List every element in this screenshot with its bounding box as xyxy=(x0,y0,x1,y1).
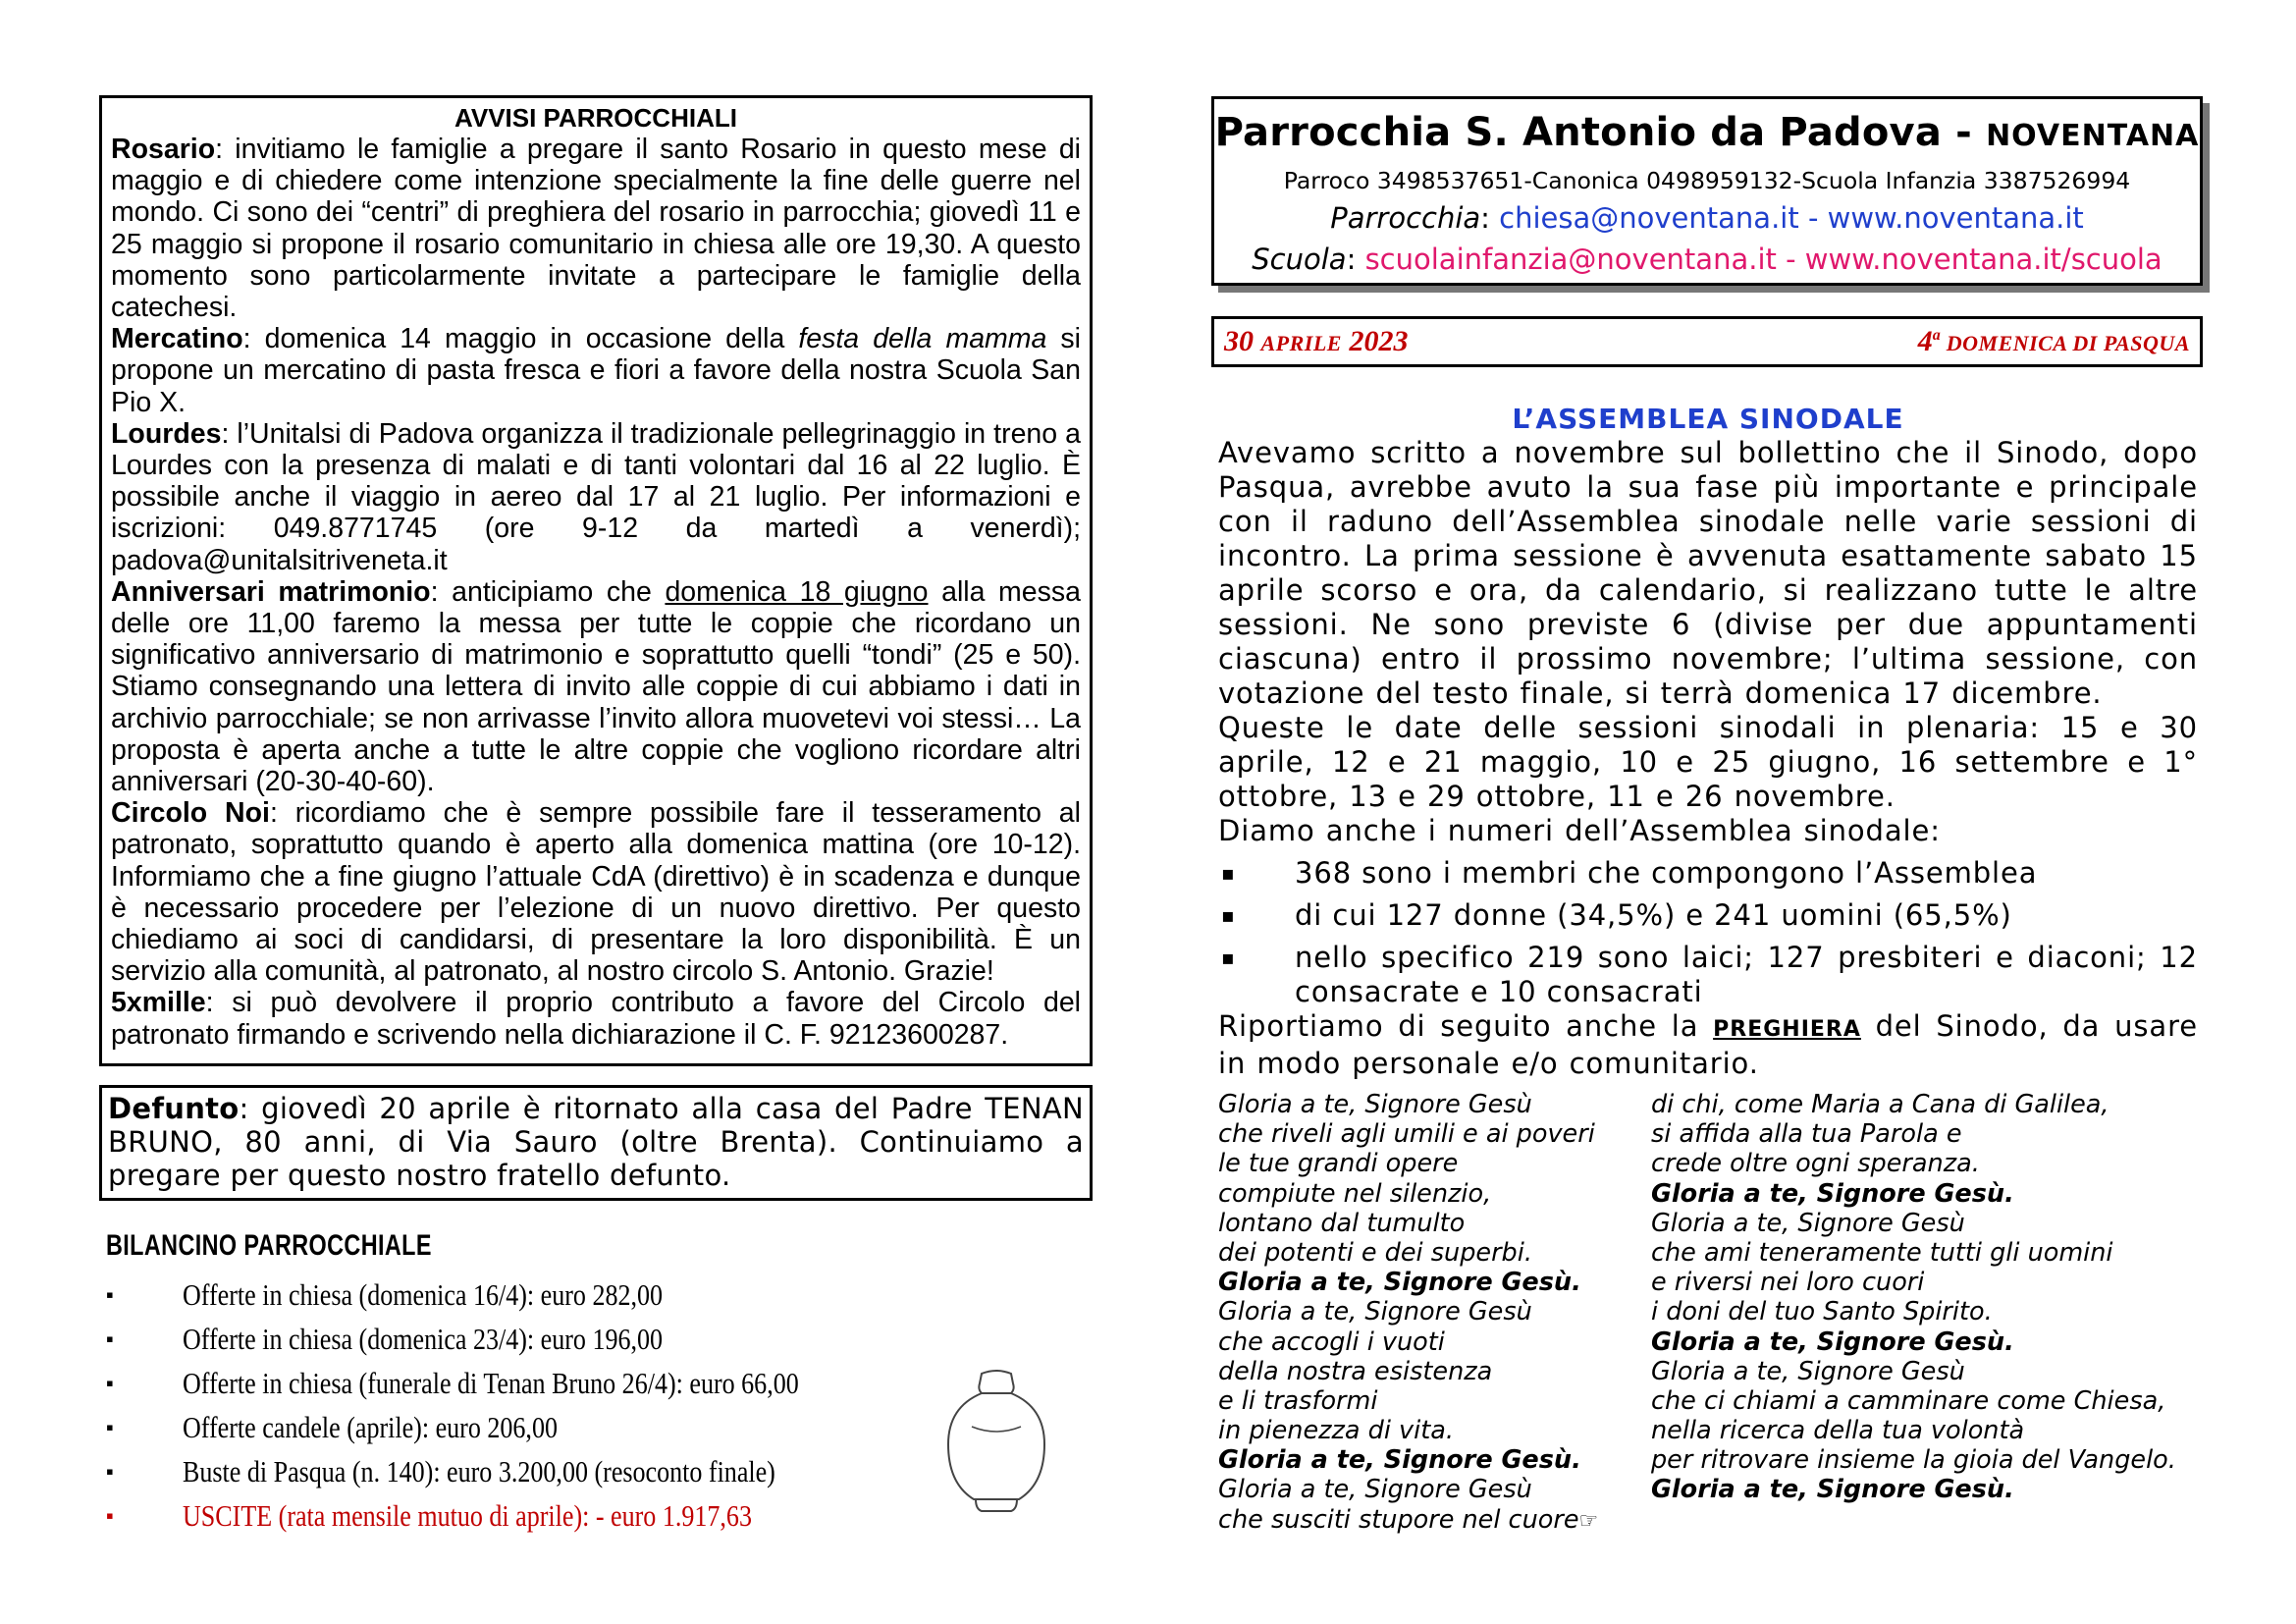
prayer-line: che ci chiami a camminare come Chiesa, xyxy=(1651,1385,2166,1416)
prayer-line: che ami teneramente tutti gli uomini xyxy=(1651,1237,2113,1268)
prayer-line: che accogli i vuoti xyxy=(1218,1326,1445,1357)
preghiera-keyword: PREGHIERA xyxy=(1713,1017,1861,1042)
contacts-line: Parroco 3498537651-Canonica 0498959132-Scuola Infanzia 3387526994 xyxy=(1283,167,2131,194)
prayer-line: crede oltre ogni speranza. xyxy=(1651,1149,1980,1179)
date-month: APRILE xyxy=(1260,331,1342,355)
bullet-icon: ▪ xyxy=(1221,903,1236,927)
prayer-line: che riveli agli umili e ai poveri xyxy=(1218,1119,1595,1150)
bullet-icon: ▪ xyxy=(106,1371,114,1395)
prayer-line: e riversi nei loro cuori xyxy=(1651,1268,1925,1298)
bilancino-title: BILANCINO PARROCCHIALE xyxy=(106,1229,432,1262)
parrocchia-line: Parrocchia: chiesa@noventana.it - www.noventana.it xyxy=(1330,201,2084,235)
prayer-line: compiute nel silenzio, xyxy=(1218,1178,1492,1209)
prayer-line: Gloria a te, Signore Gesù xyxy=(1651,1208,1965,1238)
avviso-label: Anniversari matrimonio xyxy=(111,575,431,608)
avviso-text: alla messa delle ore 11,00 faremo la messa per tutte le coppie che ricordano un significativo anniversario di matrimonio e soprattutto quelli “tondi” (25 e 50). Stiamo consegnando una lettera di invito alle coppie di cui abbiamo i dati in archivio parrocchiale; se non arrivasse l’invito allora muovetevi voi stessi… La proposta è aperta anche a tutte le altre coppie che vogliono ricordare altri anniversari (20-30-40-60). xyxy=(111,575,1082,798)
prayer-line: si affida alla tua Parola e xyxy=(1651,1119,1962,1150)
prayer-line: Gloria a te, Signore Gesù xyxy=(1218,1297,1532,1327)
avviso-label: Circolo Noi xyxy=(111,797,270,830)
avviso-5xmille xyxy=(111,987,1081,1050)
prayer-line: Gloria a te, Signore Gesù xyxy=(1218,1475,1532,1505)
issue-date xyxy=(1224,325,1408,358)
avviso-text: : domenica 14 maggio in occasione della xyxy=(242,323,799,355)
bilancino-item-text: Offerte in chiesa (funerale di Tenan Bruno 26/4): euro 66,00 xyxy=(183,1366,799,1400)
avviso-text: : l’Unitalsi di Padova organizza il tradizionale pellegrinaggio in treno a Lourdes con la presenza di malati e di tanti volontari dal 16 al 22 luglio. È possibile anche il viaggio in aereo dal 17 al 21 luglio. Per informazioni e iscrizioni: 049.8771745 (ore 9-12 da martedì a venerdì); padova@unitalsitriveneta.it xyxy=(111,417,1081,576)
prayer-line: le tue grandi opere xyxy=(1218,1149,1459,1179)
defunto-body: : giovedì 20 aprile è ritornato alla casa del Padre TENAN BRUNO, 80 anni, di Via Sauro (oltre Brenta). Continuiamo a pregare per questo nostro fratello defunto. xyxy=(108,1092,1084,1192)
parish-place: NOVENTANA xyxy=(1986,119,2200,153)
avvisi-title: AVVISI PARROCCHIALI xyxy=(454,103,737,133)
prayer-line: lontano dal tumulto xyxy=(1218,1208,1466,1238)
prayer-column-right xyxy=(1651,1090,2176,1505)
prayer-line: in pienezza di vita. xyxy=(1218,1416,1454,1446)
avviso-mercatino xyxy=(111,323,1081,418)
date-year: 2023 xyxy=(1341,325,1409,357)
bilancino-item-text: Offerte in chiesa (domenica 23/4): euro 196,00 xyxy=(183,1322,664,1356)
avviso-text: : anticipiamo che xyxy=(430,575,666,608)
prayer-line: e li trasformi xyxy=(1218,1385,1378,1416)
avviso-text: si propone un mercatino di pasta fresca e fiori a favore della nostra Scuola San Pio X. xyxy=(111,323,1082,418)
bullet-icon: ▪ xyxy=(1221,946,1236,969)
bullet-icon: ▪ xyxy=(106,1415,114,1439)
parish-title xyxy=(1214,105,2200,164)
parish-name: Parrocchia S. Antonio da Padova xyxy=(1214,110,1943,155)
assemblea-text: Riportiamo di seguito anche la xyxy=(1218,1009,1714,1043)
prayer-line: di chi, come Maria a Cana di Galilea, xyxy=(1651,1090,2109,1119)
prayer-column-left xyxy=(1218,1090,1598,1535)
defunto-label: Defunto xyxy=(108,1092,240,1125)
avviso-text: : si può devolvere il proprio contributo a favore del Circolo del patronato firmando e scrivendo nella dichiarazione il C. F. 92123600287. xyxy=(111,987,1081,1051)
prayer-last-line xyxy=(1218,1505,1598,1535)
assemblea-number-text: 368 sono i membri che compongono l’Assemblea xyxy=(1295,856,2038,890)
liturgical-sunday xyxy=(1918,325,2190,358)
prayer-line: della nostra esistenza xyxy=(1218,1356,1493,1386)
assemblea-number-text: nello specifico 219 sono laici; 127 presbiteri e diaconi; 12 consacrate e 10 consacrati xyxy=(1295,941,2198,1008)
bullet-icon: ▪ xyxy=(106,1326,114,1351)
parrocchia-label: Parrocchia xyxy=(1330,201,1481,235)
assemblea-paragraph: Diamo anche i numeri dell’Assemblea sinodale: xyxy=(1218,814,1941,847)
prayer-line: i doni del tuo Santo Spirito. xyxy=(1651,1297,1993,1327)
prayer-refrain: Gloria a te, Signore Gesù. xyxy=(1651,1326,2014,1357)
assemblea-number-item xyxy=(1218,898,2198,933)
bullet-icon: ▪ xyxy=(1221,861,1236,885)
prayer-line: che susciti stupore nel cuore xyxy=(1218,1504,1579,1535)
bilancino-item-text: Offerte in chiesa (domenica 16/4): euro 282,00 xyxy=(183,1277,664,1312)
avviso-italic-text: festa della mamma xyxy=(798,323,1047,355)
avviso-lourdes xyxy=(111,418,1081,576)
scuola-label: Scuola xyxy=(1252,243,1347,276)
avviso-label: Lourdes xyxy=(111,417,222,450)
assemblea-paragraph xyxy=(1218,1009,2198,1081)
scuola-links[interactable]: scuolainfanzia@noventana.it - www.noventana.it/scuola xyxy=(1364,243,2163,276)
prayer-line: nella ricerca della tua volontà xyxy=(1651,1416,2025,1446)
prayer-line: dei potenti e dei superbi. xyxy=(1218,1237,1532,1268)
avvisi-box xyxy=(99,95,1093,1066)
prayer-refrain: Gloria a te, Signore Gesù. xyxy=(1218,1268,1581,1298)
bilancino-item-text: Offerte candele (aprile): euro 206,00 xyxy=(183,1410,558,1444)
sunday-number: 4 xyxy=(1917,325,1933,357)
parrocchia-links[interactable]: chiesa@noventana.it - www.noventana.it xyxy=(1499,201,2084,235)
date-bar xyxy=(1211,316,2203,367)
bilancino-item-text: USCITE (rata mensile mutuo di aprile): - euro 1.917,63 xyxy=(183,1498,752,1533)
assemblea-number-item xyxy=(1218,856,2198,891)
defunto-text xyxy=(108,1092,1084,1192)
assemblea-body xyxy=(1218,436,2198,1081)
defunto-box xyxy=(99,1085,1093,1201)
prayer-refrain: Gloria a te, Signore Gesù. xyxy=(1218,1445,1581,1476)
bilancino-item-text: Buste di Pasqua (n. 140): euro 3.200,00 (resoconto finale) xyxy=(183,1454,775,1489)
prayer-line: per ritrovare insieme la gioia del Vangelo. xyxy=(1651,1445,2176,1476)
avviso-rosario xyxy=(111,134,1081,323)
bullet-icon: ▪ xyxy=(106,1282,114,1307)
assemblea-number-item xyxy=(1218,941,2198,1009)
avviso-underline-text: domenica 18 giugno xyxy=(665,575,929,608)
date-day: 30 xyxy=(1224,325,1261,357)
assemblea-paragraph: Queste le date delle sessioni sinodali in plenaria: 15 e 30 aprile, 12 e 21 maggio, 10 e 25 giugno, 16 settembre e 1° ottobre, 13 e 29 ottobre, 11 e 26 novembre. xyxy=(1218,711,2198,813)
bullet-icon: ▪ xyxy=(106,1459,114,1484)
prayer-line: Gloria a te, Signore Gesù xyxy=(1651,1356,1965,1386)
assemblea-number-text: di cui 127 donne (34,5%) e 241 uomini (65,5%) xyxy=(1295,898,2012,932)
avviso-text: : ricordiamo che è sempre possibile fare il tesseramento al patronato, soprattutto quando è aperto alla domenica mattina (ore 10-12). Informiamo che a fine giugno l’attuale CdA (direttivo) è in scadenza e dunque è necessario procedere per l’elezione di un nuovo direttivo. Per questo chiediamo ai soci di candidarsi, di presentare la loro disponibilità. È un servizio alla comunità, al patronato, al nostro circolo S. Antonio. Grazie! xyxy=(111,797,1081,988)
sunday-ordinal: a xyxy=(1932,327,1941,344)
prayer-refrain: Gloria a te, Signore Gesù. xyxy=(1651,1475,2014,1505)
pointing-hand-icon: ☞ xyxy=(1578,1508,1599,1534)
prayer-refrain: Gloria a te, Signore Gesù. xyxy=(1651,1178,2014,1209)
avviso-text: : invitiamo le famiglie a pregare il santo Rosario in questo mese di maggio e di chiedere come intenzione specialmente la fine delle guerre nel mondo. Ci sono dei “centri” di preghiera del rosario in parrocchia; giovedì 11 e 25 maggio si propone il rosario comunitario in chiesa alle ore 19,30. A questo momento sono particolarmente invitate a partecipare le famiglie della catechesi. xyxy=(111,134,1081,324)
assemblea-paragraph: Avevamo scritto a novembre sul bollettino che il Sinodo, dopo Pasqua, avrebbe avuto la sua fase più importante e principale con il raduno dell’Assemblea sinodale nelle varie sessioni di incontro. La prima sessione è avvenuta esattamente sabato 15 aprile scorso e ora, da calendario, si realizzano tutte le altre sessioni. Ne sono previste 6 (divise per due appuntamenti ciascuna) entro il prossimo novembre; l’ultima sessione, con votazione del testo finale, si terrà domenica 17 dicembre. xyxy=(1218,436,2198,710)
title-separator: - xyxy=(1942,110,1987,155)
bullet-icon: ▪ xyxy=(106,1503,114,1528)
sunday-name: DOMENICA DI PASQUA xyxy=(1940,331,2190,355)
avviso-anniversari xyxy=(111,576,1081,797)
offering-jar-icon xyxy=(942,1368,1050,1513)
avviso-label: Rosario xyxy=(111,134,216,165)
avviso-circolo xyxy=(111,797,1081,987)
scuola-line: Scuola: scuolainfanzia@noventana.it - www.noventana.it/scuola xyxy=(1252,243,2163,276)
prayer-line: Gloria a te, Signore Gesù xyxy=(1218,1090,1532,1119)
assemblea-title: L’ASSEMBLEA SINODALE xyxy=(1512,403,1904,435)
assemblea-text: del Sinodo, da usare in modo personale e/o comunitario. xyxy=(1218,1009,2198,1080)
assemblea-numbers-list xyxy=(1218,856,2198,1009)
avviso-label: Mercatino xyxy=(111,323,243,355)
masthead xyxy=(1211,96,2203,286)
avviso-label: 5xmille xyxy=(111,987,206,1019)
